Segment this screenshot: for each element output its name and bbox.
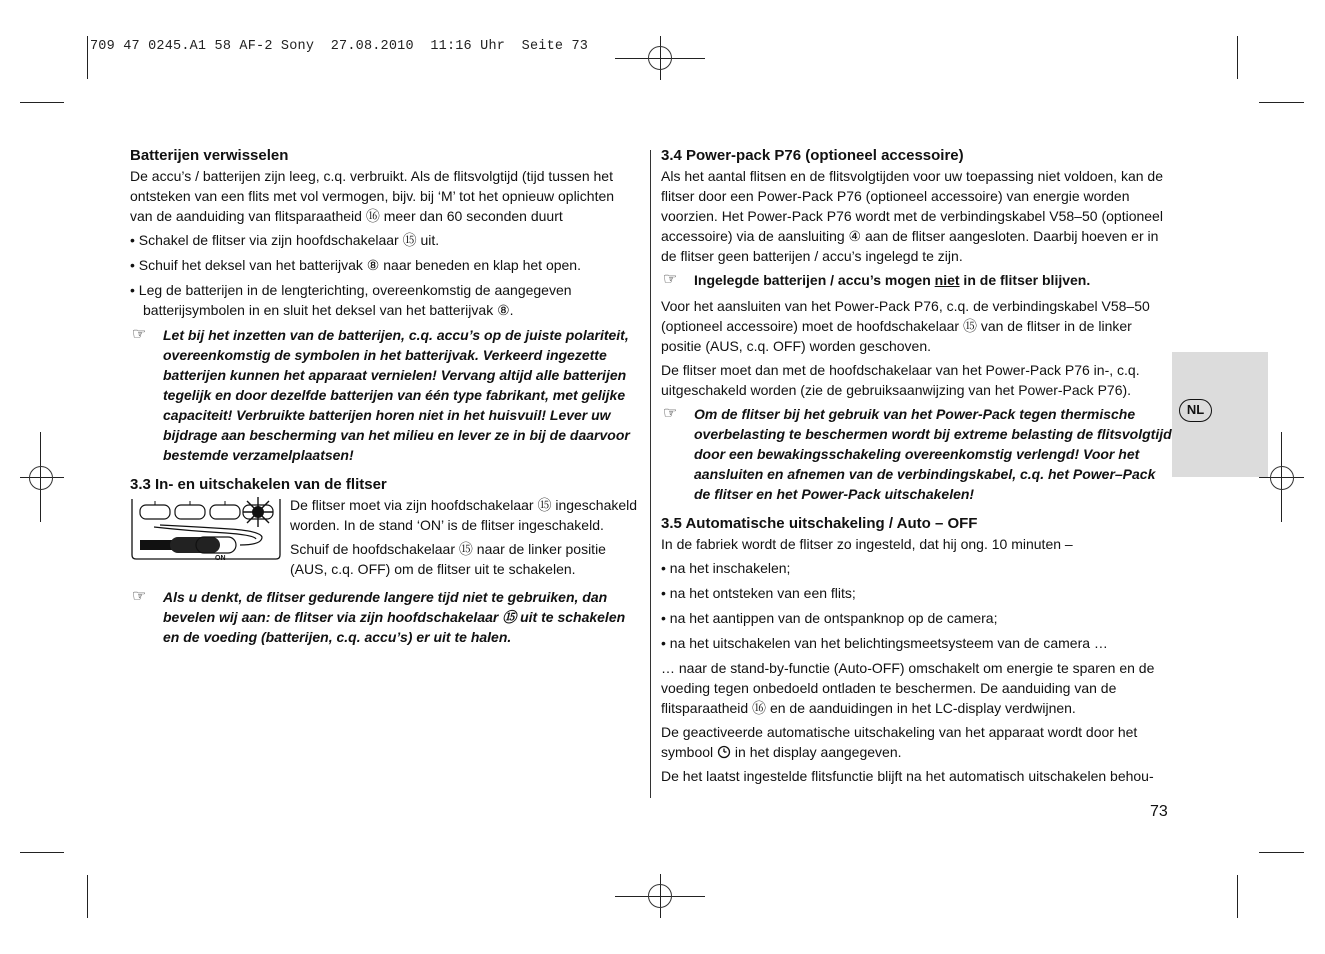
thermal-overload-note xyxy=(661,404,1173,504)
power-pack-switch-text: De flitser moet dan met de hoofdschakelaar van het Power-Pack P76 in-, c.q. uitgeschakeld worden (zie de gebruiksaanwijzing van het Power-Pack P76). xyxy=(661,362,1140,398)
note-text: Let bij het inzetten van de batterijen, c.q. accu’s op de juiste polariteit, overeenkomstig de symbolen in het batterijvak. Verkeerd ingezette batterijen kunnen het apparaat vernielen! Vervang altijd alle batterijen tegelijk en door dezelfde batterijen van één type fabrikant, met gelijke capaciteit! Verbruikte batterijen horen niet in het huisvuil! Lever uw bijdrage aan bescherming van het milieu en lever ze in bij de daarvoor bestemde verzamelplaatsen! xyxy=(163,327,630,463)
switch-on-text: De flitser moet via zijn hoofdschakelaar ⑮ ingeschakeld worden. In de stand ‘ON’ is de flitser ingeschakeld. xyxy=(290,497,638,533)
list-item: • Schuif het deksel van het batterijvak ⑧ naar beneden en klap het open. xyxy=(130,257,581,273)
language-badge: NL xyxy=(1179,399,1212,422)
page-number: 73 xyxy=(1150,803,1168,820)
note-text-a: Ingelegde batterijen / accu’s mogen xyxy=(694,272,935,288)
crop-mark xyxy=(20,102,64,103)
crop-mark xyxy=(87,875,88,918)
section-title-3-4: 3.4 Power-pack P76 (optioneel accessoire) xyxy=(661,147,964,164)
switch-block xyxy=(130,495,640,583)
crop-mark xyxy=(1237,875,1238,918)
power-pack-connect-text: Voor het aansluiten van het Power-Pack P76, c.q. de verbindingskabel V58–50 (optioneel accessoire) moet de hoofdschakelaar ⑮ van de flitser in de linker positie (AUS, c.q. OFF) worden geschoven. xyxy=(661,298,1150,354)
clock-icon xyxy=(717,745,731,759)
pointing-hand-icon: ☞ xyxy=(663,271,678,288)
column-divider xyxy=(650,150,651,798)
print-slug: 709 47 0245.A1 58 AF-2 Sony 27.08.2010 11:16 Uhr Seite 73 xyxy=(90,39,589,54)
auto-off-intro: In de fabriek wordt de flitser zo ingesteld, dat hij ong. 10 minuten – xyxy=(661,536,1073,552)
list-item: • Leg de batterijen in de lengterichting, overeenkomstig de aangegeven batterijsymbolen in en sluit het deksel van het batterijvak ⑧. xyxy=(130,282,572,318)
list-item: • na het uitschakelen van het belichtingsmeetsysteem van de camera … xyxy=(661,635,1108,651)
note-text: Als u denkt, de flitser gedurende langere tijd niet te gebruiken, dan bevelen wij aan: de flitser via zijn hoofdschakelaar ⑮ uit te schakelen en de voeding (batterijen, c.q. accu’s) er uit te halen. xyxy=(163,589,626,645)
batteries-removal-note xyxy=(661,270,1173,290)
last-function-text: De het laatst ingestelde flitsfunctie blijft na het automatisch uitschakelen behou- xyxy=(661,768,1154,784)
list-item: • na het inschakelen; xyxy=(661,560,791,576)
switch-off-text: Schuif de hoofdschakelaar ⑮ naar de linker positie (AUS, c.q. OFF) om de flitser uit te schakelen. xyxy=(290,541,606,577)
symbol-text-a: De geactiveerde automatische uitschakeling van het apparaat wordt door het symbool xyxy=(661,724,1138,760)
long-storage-note xyxy=(130,587,640,647)
section-title-3-5: 3.5 Automatische uitschakeling / Auto – OFF xyxy=(661,515,978,532)
switch-description xyxy=(290,495,640,583)
batteries-intro: De accu’s / batterijen zijn leeg, c.q. verbruikt. Als de flitsvolgtijd (tijd tussen het ontsteken van een flits met vol vermogen, bijv. bij ‘M’ tot het opnieuw oplichten van de aanduiding van flitsparaatheid ⑯ meer dan 60 seconden duurt xyxy=(130,168,615,224)
pointing-hand-icon: ☞ xyxy=(132,588,147,605)
crop-mark xyxy=(1259,102,1304,103)
crop-mark xyxy=(1237,36,1238,79)
list-item: • Schakel de flitser via zijn hoofdschakelaar ⑮ uit. xyxy=(130,232,440,248)
left-column xyxy=(130,146,640,653)
battery-polarity-note xyxy=(130,325,640,465)
pointing-hand-icon: ☞ xyxy=(132,326,147,343)
section-title-3-3: 3.3 In- en uitschakelen van de flitser xyxy=(130,476,387,493)
symbol-text-b: in het display aangegeven. xyxy=(734,744,902,760)
crop-mark xyxy=(87,36,88,79)
power-pack-intro: Als het aantal flitsen en de flitsvolgtijden voor uw toepassing niet voldoen, kan de flitser door een Power-Pack P76 (optioneel accessoire) van energie worden voorzien. Het Power-Pack P76 wordt met de verbindingskabel V58–50 (optioneel accessoire) via de aansluiting ④ aan de flitser aangesloten. Daarbij hoeven er in de flitser geen batterijen / accu’s ingelegd te zijn. xyxy=(661,168,1163,264)
main-switch-illustration xyxy=(130,497,282,561)
standby-text: … naar de stand-by-functie (Auto-OFF) omschakelt om energie te sparen en de voeding tegen onbedoeld ontladen te beschermen. De aanduiding van de flitsparaatheid ⑯ en de aanduidingen in het LC-display verdwijnen. xyxy=(661,660,1155,716)
auto-off-symbol-text xyxy=(661,722,1173,762)
crop-mark xyxy=(20,852,64,853)
crop-mark xyxy=(1259,852,1304,853)
switch-on-label: ON xyxy=(215,555,226,562)
pointing-hand-icon: ☞ xyxy=(663,405,678,422)
note-text: Om de flitser bij het gebruik van het Power-Pack tegen thermische overbelasting te beschermen wordt bij extreme belasting de flitsvolgtijd door een bewakingsschakeling overeenkomstig verlengd! Voor het aansluiten en afnemen van de verbindingskabel, c.q. het Power–Pack de flitser en het Power-Pack uitschakelen! xyxy=(694,406,1172,502)
list-item: • na het ontsteken van een flits; xyxy=(661,585,856,601)
section-title-batteries: Batterijen verwisselen xyxy=(130,147,289,164)
note-text-c: in de flitser blijven. xyxy=(959,272,1091,288)
list-item: • na het aantippen van de ontspanknop op de camera; xyxy=(661,610,998,626)
right-column xyxy=(661,146,1173,790)
note-text-emph: niet xyxy=(934,272,960,288)
